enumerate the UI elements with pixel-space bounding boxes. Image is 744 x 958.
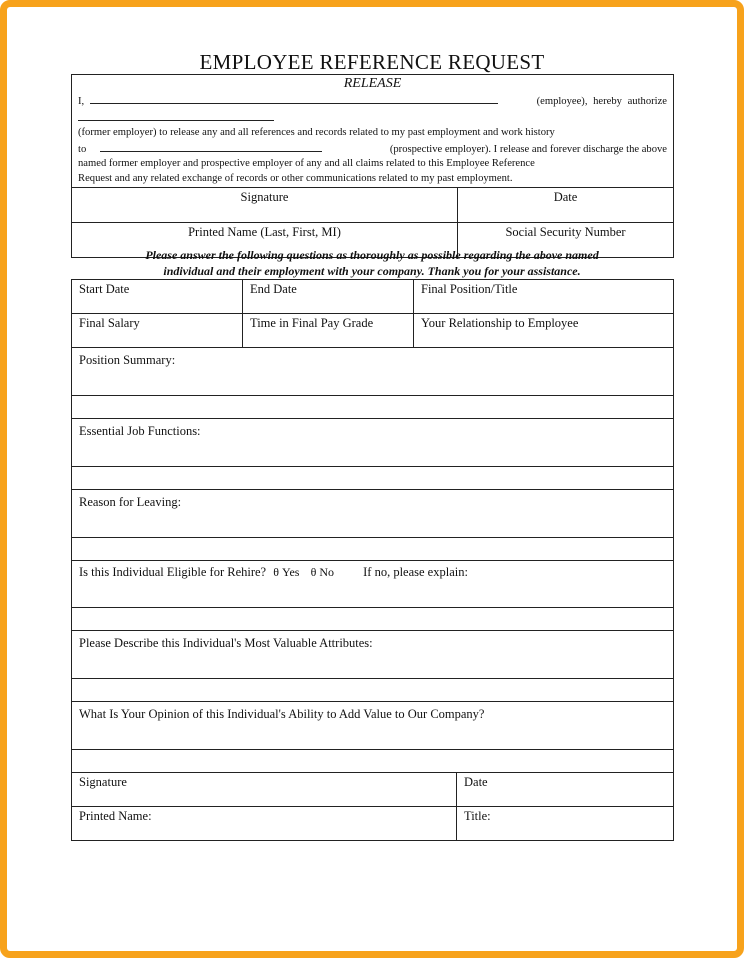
position-summary-field[interactable]: Position Summary: — [72, 348, 674, 396]
release-line-4: to (prospective employer). I release and forever discharge the above — [78, 141, 667, 158]
form-title: EMPLOYEE REFERENCE REQUEST — [199, 50, 545, 74]
release-signature-field[interactable]: Signature — [72, 187, 458, 222]
release-line-3: (former employer) to release any and all references and records related to my past employment and work history — [78, 127, 555, 139]
final-salary-field[interactable]: Final Salary — [72, 314, 243, 348]
date-field[interactable]: Date — [457, 773, 674, 807]
printed-name-field[interactable]: Printed Name: — [72, 807, 457, 841]
employee-name-blank[interactable] — [90, 93, 498, 104]
time-in-grade-field[interactable]: Time in Final Pay Grade — [243, 314, 414, 348]
final-position-field[interactable]: Final Position/Title — [414, 280, 674, 314]
release-date-field[interactable]: Date — [458, 187, 674, 222]
attributes-field[interactable]: Please Describe this Individual's Most Valuable Attributes: — [72, 631, 674, 679]
essential-functions-line[interactable] — [72, 467, 674, 490]
release-heading: RELEASE — [72, 75, 674, 94]
release-line-6: Request and any related exchange of records or other communications related to my past employment. — [78, 172, 513, 184]
rehire-no-option[interactable]: θ No — [310, 565, 334, 579]
opinion-field[interactable]: What Is Your Opinion of this Individual's Ability to Add Value to Our Company? — [72, 702, 674, 750]
instructions-line-2: individual and their employment with your company. Thank you for your assistance. — [163, 263, 581, 278]
essential-functions-field[interactable]: Essential Job Functions: — [72, 419, 674, 467]
release-line-2 — [78, 110, 667, 127]
rehire-question: Is this Individual Eligible for Rehire? — [79, 565, 267, 579]
rehire-field — [72, 561, 674, 608]
rehire-explain-line[interactable] — [72, 608, 674, 631]
release-text — [72, 93, 674, 187]
release-line-5: named former employer and prospective employer of any and all claims related to this Employee Reference — [78, 158, 535, 170]
signature-field[interactable]: Signature — [72, 773, 457, 807]
release-printed-name-field[interactable]: Printed Name (Last, First, MI) — [72, 222, 458, 257]
reason-leaving-line[interactable] — [72, 538, 674, 561]
attributes-line[interactable] — [72, 679, 674, 702]
ssn-field[interactable]: Social Security Number — [458, 222, 674, 257]
opinion-line[interactable] — [72, 750, 674, 773]
rehire-yes-option[interactable]: θ Yes — [273, 565, 300, 579]
former-employer-blank[interactable] — [78, 110, 274, 121]
release-line-1: I, (employee), hereby authorize — [78, 93, 667, 110]
reason-leaving-field[interactable]: Reason for Leaving: — [72, 490, 674, 538]
relationship-field[interactable]: Your Relationship to Employee — [414, 314, 674, 348]
rehire-explain-label: If no, please explain: — [363, 565, 468, 579]
instructions — [71, 248, 673, 279]
prospective-employer-blank[interactable] — [100, 141, 322, 152]
end-date-field[interactable]: End Date — [243, 280, 414, 314]
instructions-line-1: Please answer the following questions as thoroughly as possible regarding the above named — [145, 248, 599, 262]
start-date-field[interactable]: Start Date — [72, 280, 243, 314]
employment-details — [71, 279, 674, 841]
position-summary-line[interactable] — [72, 396, 674, 419]
release-section — [71, 74, 674, 258]
title-field[interactable]: Title: — [457, 807, 674, 841]
